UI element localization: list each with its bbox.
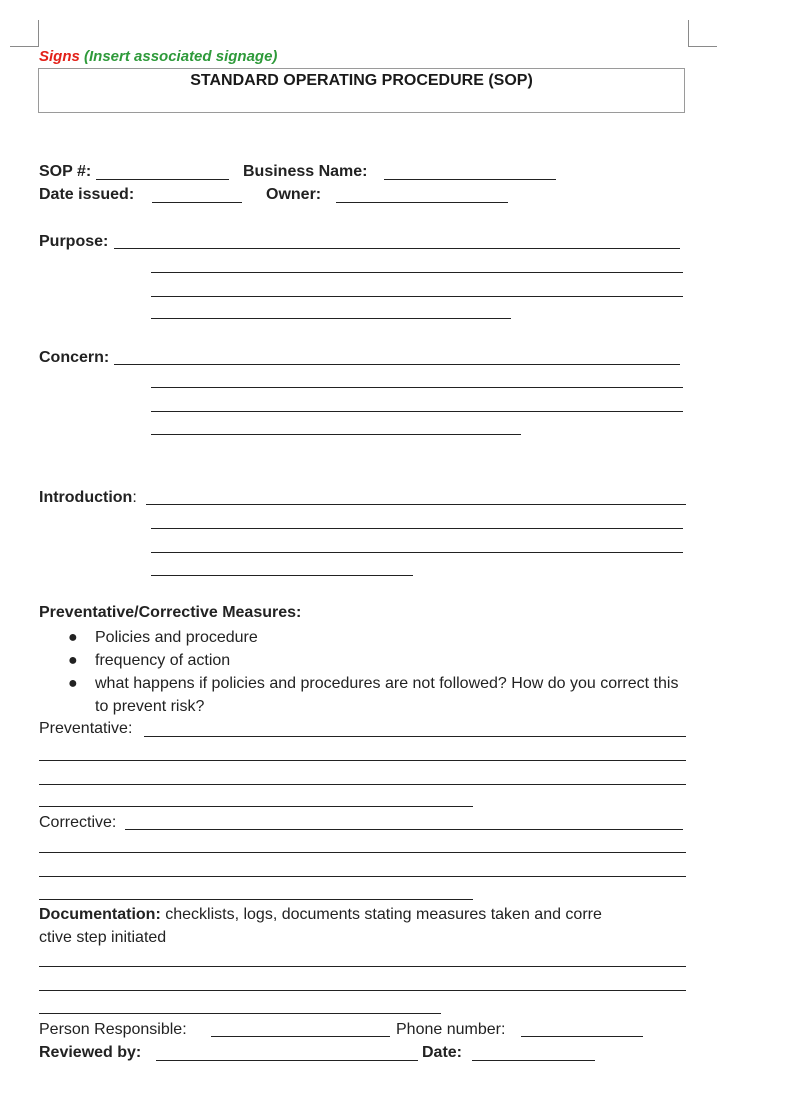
concern-label: Concern: (39, 349, 110, 366)
corrective-line[interactable] (125, 829, 683, 830)
reviewed-by-field[interactable] (156, 1060, 418, 1061)
concern-line[interactable] (114, 364, 680, 365)
list-item-text: Policies and procedure (95, 629, 258, 646)
list-item-text: frequency of action (95, 652, 231, 669)
measures-list (66, 626, 696, 718)
corrective-label: Corrective: (39, 814, 117, 831)
business-name-field[interactable] (384, 179, 556, 180)
owner-label: Owner: (266, 186, 322, 203)
introduction-label-group (39, 489, 137, 507)
list-item (66, 649, 696, 672)
purpose-line[interactable] (151, 318, 511, 319)
purpose-label: Purpose: (39, 233, 109, 250)
crop-mark-top-left (10, 20, 39, 47)
purpose-line[interactable] (151, 296, 683, 297)
signs-instruction: (Insert associated signage) (79, 48, 278, 65)
purpose-line[interactable] (114, 248, 680, 249)
preventative-line[interactable] (39, 806, 473, 807)
introduction-line[interactable] (151, 575, 413, 576)
documentation-line[interactable] (39, 990, 686, 991)
documentation-text: checklists, logs, documents stating measures taken and corre (160, 906, 602, 923)
preventative-line[interactable] (39, 784, 686, 785)
business-name-label: Business Name: (243, 163, 368, 180)
sop-number-field[interactable] (96, 179, 229, 180)
introduction-line[interactable] (151, 528, 683, 529)
signs-word: Signs (39, 48, 80, 65)
person-responsible-label: Person Responsible: (39, 1021, 187, 1038)
bullet-icon: ● (68, 629, 78, 646)
documentation-line[interactable] (39, 966, 686, 967)
crop-mark-top-right (688, 20, 717, 47)
concern-line[interactable] (151, 411, 683, 412)
bullet-icon: ● (68, 675, 78, 692)
corrective-line[interactable] (39, 899, 473, 900)
owner-field[interactable] (336, 202, 508, 203)
introduction-line[interactable] (151, 552, 683, 553)
list-item-text: what happens if policies and procedures are not followed? How do you correct this to prevent risk? (95, 675, 679, 715)
date-issued-field[interactable] (152, 202, 242, 203)
list-item (66, 672, 690, 718)
preventative-label: Preventative: (39, 720, 133, 737)
concern-line[interactable] (151, 434, 521, 435)
measures-heading: Preventative/Corrective Measures: (39, 604, 302, 621)
introduction-label: Introduction (39, 489, 133, 506)
date-issued-label: Date issued: (39, 186, 135, 203)
title-box (38, 68, 685, 113)
documentation-text-continued: ctive step initiated (39, 929, 167, 946)
list-item (66, 626, 696, 649)
person-responsible-field[interactable] (211, 1036, 390, 1037)
sop-number-label: SOP #: (39, 163, 92, 180)
bullet-icon: ● (68, 652, 78, 669)
documentation-label: Documentation: (39, 906, 161, 923)
introduction-line[interactable] (146, 504, 686, 505)
concern-line[interactable] (151, 387, 683, 388)
preventative-line[interactable] (39, 760, 686, 761)
document-title: STANDARD OPERATING PROCEDURE (SOP) (190, 72, 533, 89)
corrective-line[interactable] (39, 852, 686, 853)
preventative-line[interactable] (144, 736, 686, 737)
documentation-line[interactable] (39, 1013, 441, 1014)
introduction-colon: : (132, 489, 137, 506)
documentation-line-1 (39, 906, 602, 924)
corrective-line[interactable] (39, 876, 686, 877)
signs-note (39, 48, 277, 65)
phone-number-label: Phone number: (396, 1021, 506, 1038)
reviewed-by-label: Reviewed by: (39, 1044, 142, 1061)
purpose-line[interactable] (151, 272, 683, 273)
review-date-label: Date: (422, 1044, 463, 1061)
phone-number-field[interactable] (521, 1036, 643, 1037)
review-date-field[interactable] (472, 1060, 595, 1061)
